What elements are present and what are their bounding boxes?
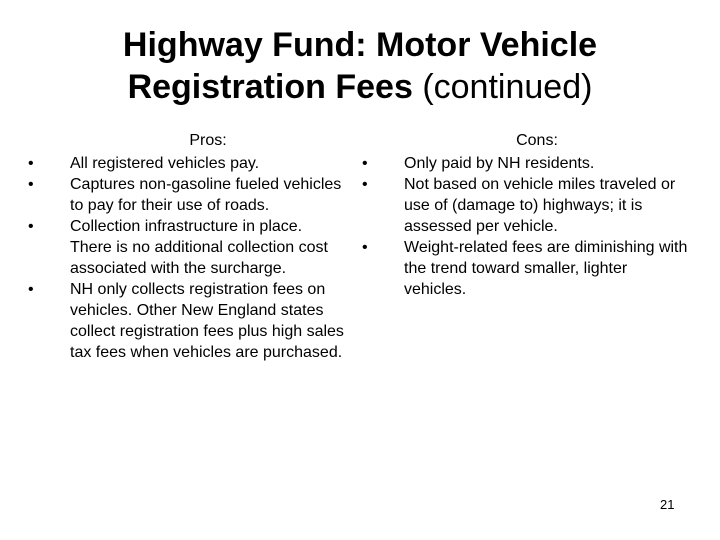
slide-title — [40, 24, 680, 108]
bullet-icon: • — [28, 281, 34, 298]
pros-item-4-text: NH only collects registration fees on vehicles. Other New England states collect registration fees plus high sales tax fees when vehicles are purchased. — [70, 281, 344, 361]
pros-item-3 — [28, 216, 348, 279]
pros-item-2-text: Captures non-gasoline fueled vehicles to pay for their use of roads. — [70, 176, 342, 214]
cons-item-2-text: Not based on vehicle miles traveled or use of (damage to) highways; it is assessed per vehicle. — [404, 176, 676, 235]
pros-item-1 — [28, 153, 348, 174]
cons-heading: Cons: — [516, 132, 558, 149]
bullet-icon: • — [362, 176, 368, 193]
pros-item-3-text: Collection infrastructure in place. There is no additional collection cost associated with the surcharge. — [70, 218, 328, 277]
bullet-icon: • — [28, 218, 34, 235]
cons-item-3-text: Weight-related fees are diminishing with the trend toward smaller, lighter vehicles. — [404, 239, 688, 298]
title-line-1: Highway Fund: Motor Vehicle — [122, 26, 598, 64]
cons-item-1 — [362, 153, 692, 174]
pros-item-1-text: All registered vehicles pay. — [70, 155, 260, 172]
pros-heading: Pros: — [189, 132, 227, 149]
page-number: 21 — [660, 497, 675, 512]
bullet-icon: • — [362, 155, 368, 172]
title-line-2-bold: Registration Fees — [127, 68, 413, 106]
cons-item-3 — [362, 237, 692, 300]
cons-list — [362, 153, 692, 300]
cons-item-1-text: Only paid by NH residents. — [404, 155, 595, 172]
pros-item-4 — [28, 279, 348, 363]
cons-item-2 — [362, 174, 692, 237]
cons-column — [362, 130, 692, 300]
title-line-2-normal: (continued) — [422, 68, 593, 106]
bullet-icon: • — [28, 176, 34, 193]
pros-list — [28, 153, 348, 363]
bullet-icon: • — [28, 155, 34, 172]
pros-item-2 — [28, 174, 348, 216]
pros-column — [28, 130, 348, 363]
bullet-icon: • — [362, 239, 368, 256]
